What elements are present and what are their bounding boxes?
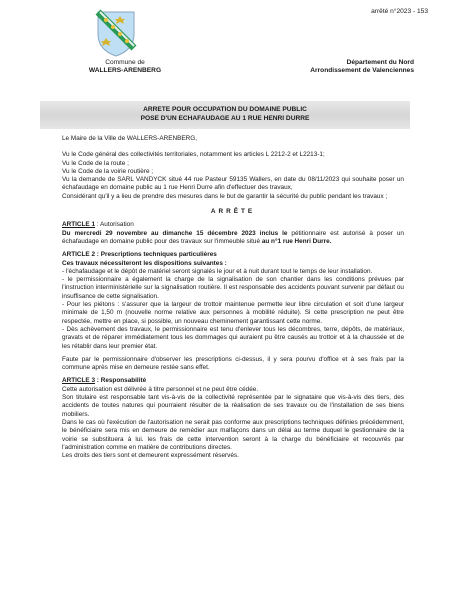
department-name: Département du Nord <box>346 59 414 66</box>
vu-line-2: Vu le Code de la route ; <box>62 159 129 167</box>
article-1-body: pétitionnaire est autorisé à poser un échafaudage en domaine public pour des travaux sur l'immeuble situé <box>62 229 404 245</box>
article-1-address: au n°1 rue Henri Durre. <box>261 237 332 245</box>
department-block <box>274 59 414 75</box>
document-title-banner <box>40 101 410 129</box>
coat-of-arms-logo <box>92 8 140 58</box>
article-3-paragraph: Cette autorisation est délivrée à titre personnel et ne peut être cédée. <box>62 385 259 393</box>
document-body <box>62 135 404 460</box>
vu-line-3: Vu le Code de la voirie routière ; <box>62 167 154 175</box>
arrete-heading: ARRÊTE <box>210 208 256 216</box>
article-1-title-rest: : Autorisation <box>95 221 134 229</box>
article-2-paragraph: - Pour les piétons : s'assurer que la largeur de trottoir maintenue permette leur libre circulation et soit d'une largeur minimale de 1,50 m (nouvelle norme relative aux personnes à mobilité réduite). Si cette prescription ne peut être respectée, mettre en place, si possible, un nouveau cheminement garantissant cette norme. <box>62 301 404 325</box>
title-line-2: POSE D'UN ECHAFAUDAGE AU 1 RUE HENRI DURRE <box>140 114 310 122</box>
title-line-1: ARRETE POUR OCCUPATION DU DOMAINE PUBLIC <box>143 106 307 113</box>
article-1-text <box>62 230 404 247</box>
article-1-title <box>62 221 404 229</box>
arrete-number: arrêté n°2023 - 153 <box>371 8 428 15</box>
considerant-line: Considérant qu'il y a lieu de prendre des mesures dans le but de garantir la sécurité du public pendant les travaux ; <box>62 192 388 200</box>
vu-line-1: Vu le Code général des collectivités territoriales, notamment les articles L 2212-2 et L2213-1; <box>62 151 325 159</box>
article-3-title-rest: : Responsabilité <box>95 377 147 385</box>
article-1-label: ARTICLE 1 <box>62 221 96 229</box>
article-2-paragraph: - l'échafaudage et le dépôt de matériel seront signalés le jour et à nuit durant tout le temps de leur installation. <box>62 267 373 275</box>
article-3-title <box>62 377 404 385</box>
commune-label: Commune de <box>105 59 145 66</box>
commune-block <box>70 59 180 75</box>
commune-name: WALLERS-ARENBERG <box>88 67 162 74</box>
article-3-label: ARTICLE 3 <box>62 377 96 385</box>
article-3-paragraph: Dans le cas où l'exécution de l'autorisation ne serait pas conforme aux prescriptions techniques définies précédemment, le bénéficiaire sera mis en demeure de remédier aux malfaçons dans un délai au terme duquel le gestionnaire de la voirie se substituera à lui. les frais de cette intervention seront à la charge du bénéficiaire et recouvrés par l'administration comme en matière de contributions directes. <box>62 418 404 451</box>
article-2-subtitle: Ces travaux nécessiteront les dispositions suivantes : <box>62 259 227 267</box>
article-2-paragraph: Faute par le permissionnaire d'observer les prescriptions ci-dessus, il y sera pourvu d'office et à ses frais par la commune après mise en demeure restée sans effet. <box>62 355 404 372</box>
article-3-paragraph: Les droits des tiers sont et demeurent expressément réservés. <box>62 452 239 460</box>
article-2-paragraph: - Dès achèvement des travaux, le permissionnaire est tenu d'enlever tous les décombres, terre, dépôts, de matériaux, gravats et de réparer immédiatement tous les dommages qui auraient pu être causés au trottoir et à la chaussée et de les rétablir dans leur premier état. <box>62 325 404 350</box>
article-3-paragraph: Son titulaire est responsable tant vis-à-vis de la collectivité représentée par le signataire que vis-à-vis des tiers, des accidents de toutes natures qui pourraient résulter de la réalisation de ses travaux ou de l'installation de ses biens mobiliers. <box>62 394 404 418</box>
mayor-line: Le Maire de la Ville de WALLERS-ARENBERG, <box>62 135 197 142</box>
article-1-dates: Du mercredi 29 novembre au dimanche 15 décembre 2023 inclus le <box>62 229 288 237</box>
article-2-title: ARTICLE 2 : Prescriptions techniques particulières <box>62 251 217 259</box>
arrondissement-name: Arrondissement de Valenciennes <box>310 67 414 74</box>
vu-line-4: Vu la demande de SARL VANDYCK situé 44 rue Pasteur 59135 Wallers, en date du 08/11/2023 qui souhaite poser un échafaudage en domaine public au 1 rue Henri Durre afin d'effectuer des travaux, <box>62 176 404 192</box>
article-2-paragraph: - le permissionnaire a également la charge de la signalisation de son chantier dans les conditions prévues par l'instruction interministérielle sur la signalisation routière. Il est responsable des accidents pouvant survenir par défaut ou insuffisance de cette signalisation. <box>62 276 404 300</box>
